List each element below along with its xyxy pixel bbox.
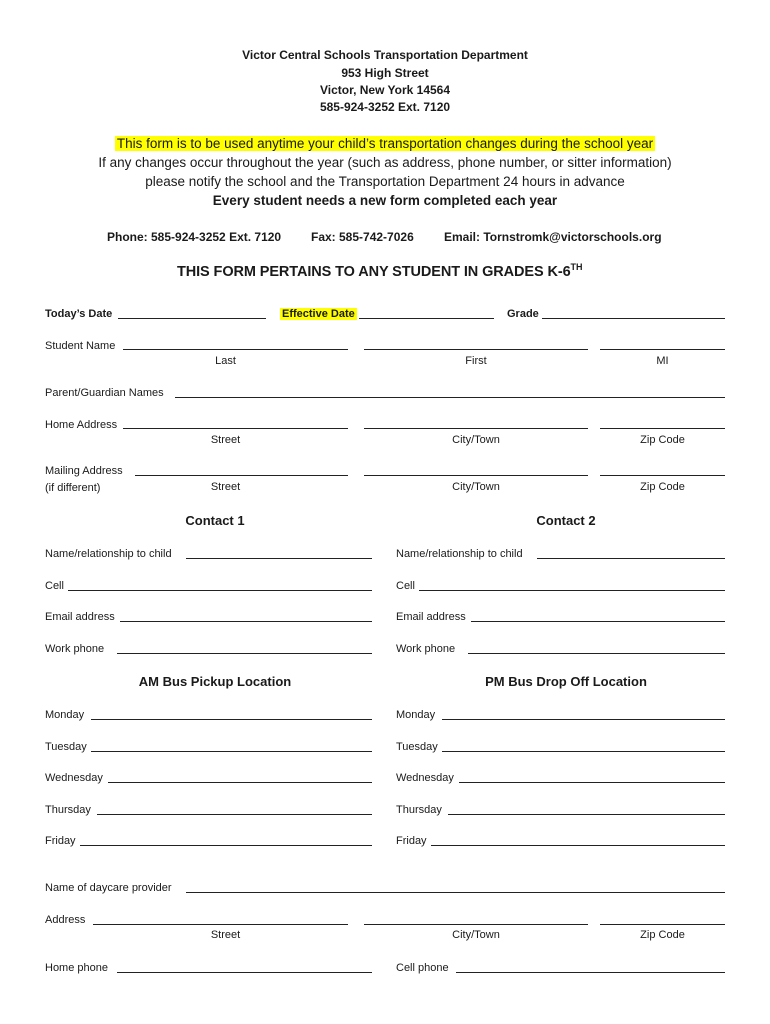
daycare-home-phone-label: Home phone [45, 962, 108, 974]
contact2-work-field[interactable] [468, 653, 725, 654]
pm-friday-field[interactable] [431, 845, 725, 846]
intro-line-2: If any changes occur throughout the year (such as address, phone number, or sitter information) [98, 155, 672, 170]
dept-street: 953 High Street [341, 66, 429, 80]
home-street-field[interactable] [123, 428, 348, 429]
contact1-name-label: Name/relationship to child [45, 548, 172, 560]
contact1-name-field[interactable] [186, 558, 372, 559]
parent-names-label: Parent/Guardian Names [45, 387, 164, 399]
am-friday-field[interactable] [80, 845, 372, 846]
highlighted-notice: This form is to be used anytime your child’s transportation changes during the school year [116, 136, 654, 151]
effective-date-label: Effective Date [282, 308, 355, 320]
daycare-provider-field[interactable] [186, 892, 725, 893]
daycare-home-phone-field[interactable] [117, 972, 372, 973]
am-monday-field[interactable] [91, 719, 372, 720]
mailing-city-caption: City/Town [452, 481, 500, 493]
form-title-text: THIS FORM PERTAINS TO ANY STUDENT IN GRADES K-6 [177, 263, 571, 280]
mailing-street-field[interactable] [135, 475, 348, 476]
pm-friday-label: Friday [396, 835, 427, 847]
pm-wednesday-field[interactable] [459, 782, 725, 783]
last-caption: Last [215, 355, 236, 367]
am-tuesday-field[interactable] [91, 751, 372, 752]
am-thursday-field[interactable] [97, 814, 372, 815]
intro-line-4: Every student needs a new form completed each year [212, 193, 558, 208]
daycare-zip-field[interactable] [600, 924, 725, 925]
contact-2-heading: Contact 2 [536, 513, 596, 528]
daycare-cell-phone-field[interactable] [456, 972, 725, 973]
contact2-email-label: Email address [396, 611, 466, 623]
mi-caption: MI [656, 355, 669, 367]
pm-tuesday-label: Tuesday [396, 741, 438, 753]
street-caption: Street [210, 434, 241, 446]
home-city-field[interactable] [364, 428, 588, 429]
effective-date-field[interactable] [359, 318, 494, 319]
am-monday-label: Monday [45, 709, 85, 721]
mailing-street-caption: Street [210, 481, 241, 493]
pm-tuesday-field[interactable] [442, 751, 725, 752]
am-tuesday-label: Tuesday [45, 741, 87, 753]
contact2-work-label: Work phone [396, 643, 456, 655]
mailing-zip-field[interactable] [600, 475, 725, 476]
daycare-zip-caption: Zip Code [640, 929, 685, 941]
am-friday-label: Friday [45, 835, 76, 847]
contact-1-heading: Contact 1 [185, 513, 245, 528]
student-last-field[interactable] [123, 349, 348, 350]
form-title-sup: TH [570, 262, 583, 272]
home-address-label: Home Address [45, 419, 118, 431]
contact-email[interactable]: Email: Tornstromk@victorschools.org [444, 230, 662, 244]
contact-phone: Phone: 585-924-3252 Ext. 7120 [107, 230, 282, 244]
city-caption: City/Town [452, 434, 500, 446]
mailing-city-field[interactable] [364, 475, 588, 476]
contact1-email-label: Email address [45, 611, 115, 623]
pm-monday-field[interactable] [442, 719, 725, 720]
daycare-street-caption: Street [210, 929, 241, 941]
parent-names-field[interactable] [175, 397, 725, 398]
pm-monday-label: Monday [396, 709, 436, 721]
intro-highlight-line [0, 134, 770, 154]
zip-caption: Zip Code [640, 434, 685, 446]
dept-name: Victor Central Schools Transportation Department [242, 48, 528, 62]
grade-field[interactable] [542, 318, 725, 319]
student-mi-field[interactable] [600, 349, 725, 350]
contact2-cell-label: Cell [396, 580, 415, 592]
contact-fax: Fax: 585-742-7026 [311, 230, 414, 244]
contact2-name-field[interactable] [537, 558, 725, 559]
student-first-field[interactable] [364, 349, 588, 350]
am-wednesday-label: Wednesday [45, 772, 103, 784]
dept-city: Victor, New York 14564 [319, 83, 451, 97]
student-name-label: Student Name [45, 340, 116, 352]
todays-date-label: Today’s Date [45, 308, 113, 320]
daycare-address-label: Address [45, 914, 86, 926]
dept-phone: 585-924-3252 Ext. 7120 [319, 100, 451, 114]
daycare-street-field[interactable] [93, 924, 348, 925]
daycare-city-caption: City/Town [452, 929, 500, 941]
if-different-label: (if different) [45, 482, 101, 494]
pm-wednesday-label: Wednesday [396, 772, 454, 784]
am-thursday-label: Thursday [45, 804, 91, 816]
mailing-zip-caption: Zip Code [640, 481, 685, 493]
pm-bus-heading: PM Bus Drop Off Location [485, 674, 647, 689]
todays-date-field[interactable] [118, 318, 266, 319]
grade-label: Grade [507, 308, 539, 320]
contact1-work-field[interactable] [117, 653, 372, 654]
contact1-email-field[interactable] [120, 621, 372, 622]
am-wednesday-field[interactable] [108, 782, 372, 783]
form-title [177, 262, 582, 280]
first-caption: First [465, 355, 487, 367]
intro-line-3: please notify the school and the Transportation Department 24 hours in advance [145, 174, 625, 189]
contact2-name-label: Name/relationship to child [396, 548, 523, 560]
contact1-cell-label: Cell [45, 580, 64, 592]
pm-thursday-field[interactable] [448, 814, 725, 815]
pm-thursday-label: Thursday [396, 804, 442, 816]
daycare-cell-phone-label: Cell phone [396, 962, 449, 974]
daycare-provider-label: Name of daycare provider [45, 882, 172, 894]
am-bus-heading: AM Bus Pickup Location [138, 674, 292, 689]
contact1-cell-field[interactable] [68, 590, 372, 591]
home-zip-field[interactable] [600, 428, 725, 429]
mailing-address-label: Mailing Address [45, 465, 123, 477]
daycare-city-field[interactable] [364, 924, 588, 925]
contact2-cell-field[interactable] [419, 590, 725, 591]
contact2-email-field[interactable] [471, 621, 725, 622]
contact1-work-label: Work phone [45, 643, 105, 655]
